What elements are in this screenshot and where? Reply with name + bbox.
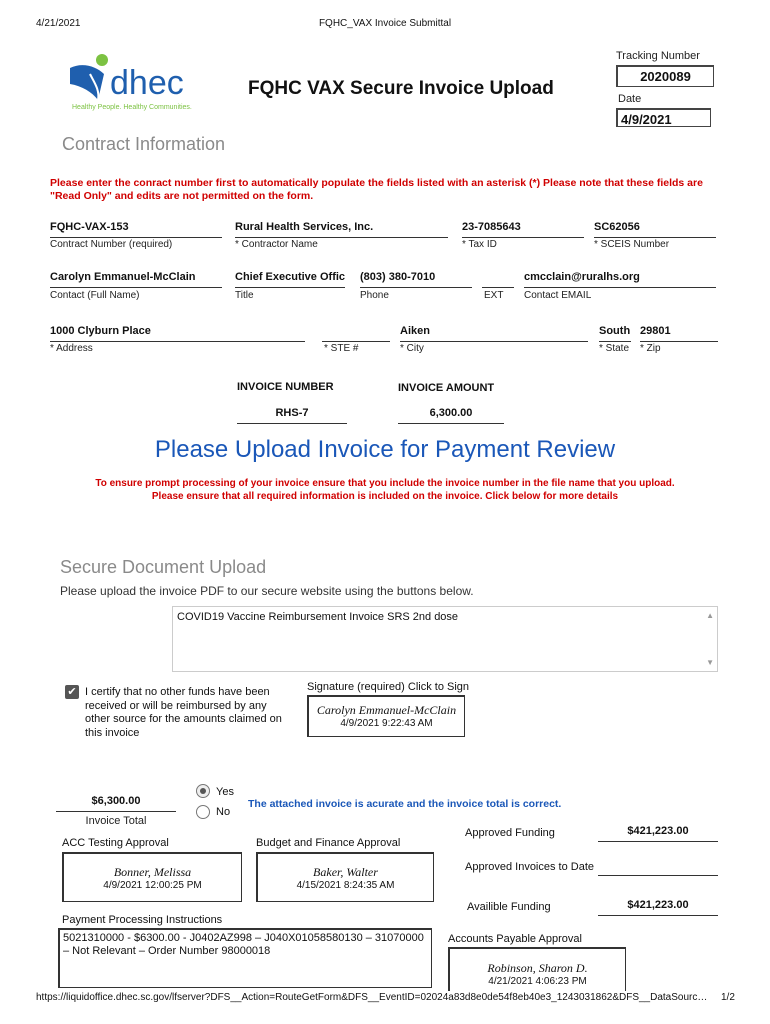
ste-field (322, 325, 390, 342)
scroll-down-icon[interactable]: ▼ (706, 658, 714, 667)
ext-field[interactable] (482, 271, 514, 288)
upload-note-1: To ensure prompt processing of your invoice ensure that you include the invoice number in the file name that you upload. (95, 478, 675, 489)
radio-no-label: No (216, 806, 231, 818)
radio-yes[interactable] (196, 784, 210, 798)
footer-page: 1/2 (721, 992, 735, 1003)
tracking-label: Tracking Number (616, 50, 700, 62)
email-label: Contact EMAIL (524, 290, 592, 301)
address-field: 1000 Clyburn Place (50, 325, 305, 342)
contact-name-label: Contact (Full Name) (50, 290, 140, 301)
contract-instructions: Please enter the conract number first to automatically populate the fields listed with an asterisk (*) Please note that these fields are "Read Only" and edits are not permitted on the form. (50, 177, 703, 202)
title-field[interactable]: Chief Executive Offic (235, 271, 345, 288)
acc-approval-name: Bonner, Melissa (113, 865, 192, 879)
ap-approval-timestamp: 4/21/2021 4:06:23 PM (488, 976, 587, 987)
date-label: Date (618, 93, 642, 105)
invoice-number-field[interactable]: RHS-7 (237, 407, 347, 424)
payment-instructions-label: Payment Processing Instructions (62, 914, 223, 926)
contact-name-field[interactable]: Carolyn Emmanuel-McClain (50, 271, 222, 288)
radio-no[interactable] (196, 805, 210, 819)
available-funding-field: $421,223.00 (598, 899, 718, 916)
invoice-total-field[interactable]: $6,300.00 (56, 795, 176, 812)
tracking-number-field[interactable]: 2020089 (616, 65, 714, 87)
date-field[interactable]: 4/9/2021 (616, 108, 711, 127)
contract-number-label: Contract Number (required) (50, 239, 173, 250)
secure-upload-heading: Secure Document Upload (60, 557, 267, 577)
contractor-name-label: * Contractor Name (235, 239, 318, 250)
upload-title: Please Upload Invoice for Payment Review (154, 436, 616, 463)
city-label: * City (400, 343, 424, 354)
ste-label: * STE # (324, 343, 359, 354)
city-field: Aiken (400, 325, 588, 342)
logo-tagline: Healthy People. Healthy Communities. (72, 104, 192, 111)
signature-name: Carolyn Emmanuel-McClain (316, 703, 457, 717)
acc-approval-label: ACC Testing Approval (62, 837, 169, 849)
approved-invoices-label: Approved Invoices to Date (465, 861, 595, 873)
dhec-logo (62, 48, 226, 118)
invoice-total-label: Invoice Total (85, 815, 147, 827)
budget-approval-box[interactable] (256, 852, 434, 902)
zip-label: * Zip (640, 343, 661, 354)
signature-timestamp: 4/9/2021 9:22:43 AM (340, 718, 433, 729)
upload-textarea-text: COVID19 Vaccine Reimbursement Invoice SRS 2nd dose (177, 611, 459, 623)
certify-checkbox[interactable]: ✔ (65, 685, 79, 699)
ap-approval-name: Robinson, Sharon D. (487, 961, 588, 975)
scroll-up-icon[interactable]: ▲ (706, 611, 714, 620)
upload-note-2[interactable]: Please ensure that all required information is included on the invoice. Click below for more details (151, 491, 619, 502)
certify-text: I certify that no other funds have been received or will be reimbursed by any other source for the amounts claimed on this invoice (85, 686, 282, 739)
state-field: South (599, 325, 631, 342)
footer-url: https://liquidoffice.dhec.sc.gov/lfserver?DFS__Action=RouteGetForm&DFS__EventID=02024a83d8e0de54f8eb40e3_1243031862&DFS__DataSourc… (36, 992, 708, 1003)
state-label: * State (599, 343, 630, 354)
budget-approval-label: Budget and Finance Approval (256, 837, 401, 849)
budget-approval-name: Baker, Walter (313, 865, 378, 879)
sceis-label: * SCEIS Number (594, 239, 670, 250)
print-title: FQHC_VAX Invoice Submittal (318, 18, 452, 29)
tax-id-label: * Tax ID (462, 239, 497, 250)
radio-yes-label: Yes (216, 786, 234, 798)
print-date: 4/21/2021 (36, 18, 81, 29)
sceis-field: SC62056 (594, 221, 716, 238)
payment-instructions-field[interactable]: 5021310000 - $6300.00 - J0402AZ998 – J040X01058580130 – 31070000 – Not Relevant – Order Number 98000018 (58, 928, 432, 988)
upload-textarea[interactable] (172, 606, 718, 672)
form-title: FQHC VAX Secure Invoice Upload (248, 78, 554, 99)
ap-approval-label: Accounts Payable Approval (448, 933, 582, 945)
approved-invoices-field (598, 859, 718, 876)
budget-approval-timestamp: 4/15/2021 8:24:35 AM (296, 880, 395, 891)
invoice-amount-field[interactable]: 6,300.00 (398, 407, 504, 424)
available-funding-label: Availible Funding (467, 901, 551, 913)
approved-funding-label: Approved Funding (465, 827, 555, 839)
email-field[interactable]: cmcclain@ruralhs.org (524, 271, 716, 288)
accuracy-statement: The attached invoice is acurate and the invoice total is correct. (248, 798, 562, 810)
invoice-amount-label: INVOICE AMOUNT (398, 382, 495, 394)
address-label: * Address (50, 343, 93, 354)
ext-label: EXT (484, 290, 504, 301)
title-label: Title (235, 290, 254, 301)
tax-id-field: 23-7085643 (462, 221, 584, 238)
zip-field: 29801 (640, 325, 718, 342)
invoice-number-label: INVOICE NUMBER (237, 381, 334, 393)
upload-instruction: Please upload the invoice PDF to our secure website using the buttons below. (60, 584, 474, 598)
acc-approval-box[interactable] (62, 852, 242, 902)
contract-number-field[interactable]: FQHC-VAX-153 (50, 221, 222, 238)
approved-funding-field: $421,223.00 (598, 825, 718, 842)
signature-box[interactable] (307, 695, 465, 737)
contractor-name-field: Rural Health Services, Inc. (235, 221, 448, 238)
phone-label: Phone (360, 290, 389, 301)
contract-section-heading: Contract Information (62, 134, 226, 154)
phone-field[interactable]: (803) 380-7010 (360, 271, 472, 288)
svg-text:dhec: dhec (110, 64, 184, 102)
acc-approval-timestamp: 4/9/2021 12:00:25 PM (103, 880, 202, 891)
signature-label: Signature (required) Click to Sign (307, 681, 470, 693)
ap-approval-box[interactable] (448, 947, 626, 991)
